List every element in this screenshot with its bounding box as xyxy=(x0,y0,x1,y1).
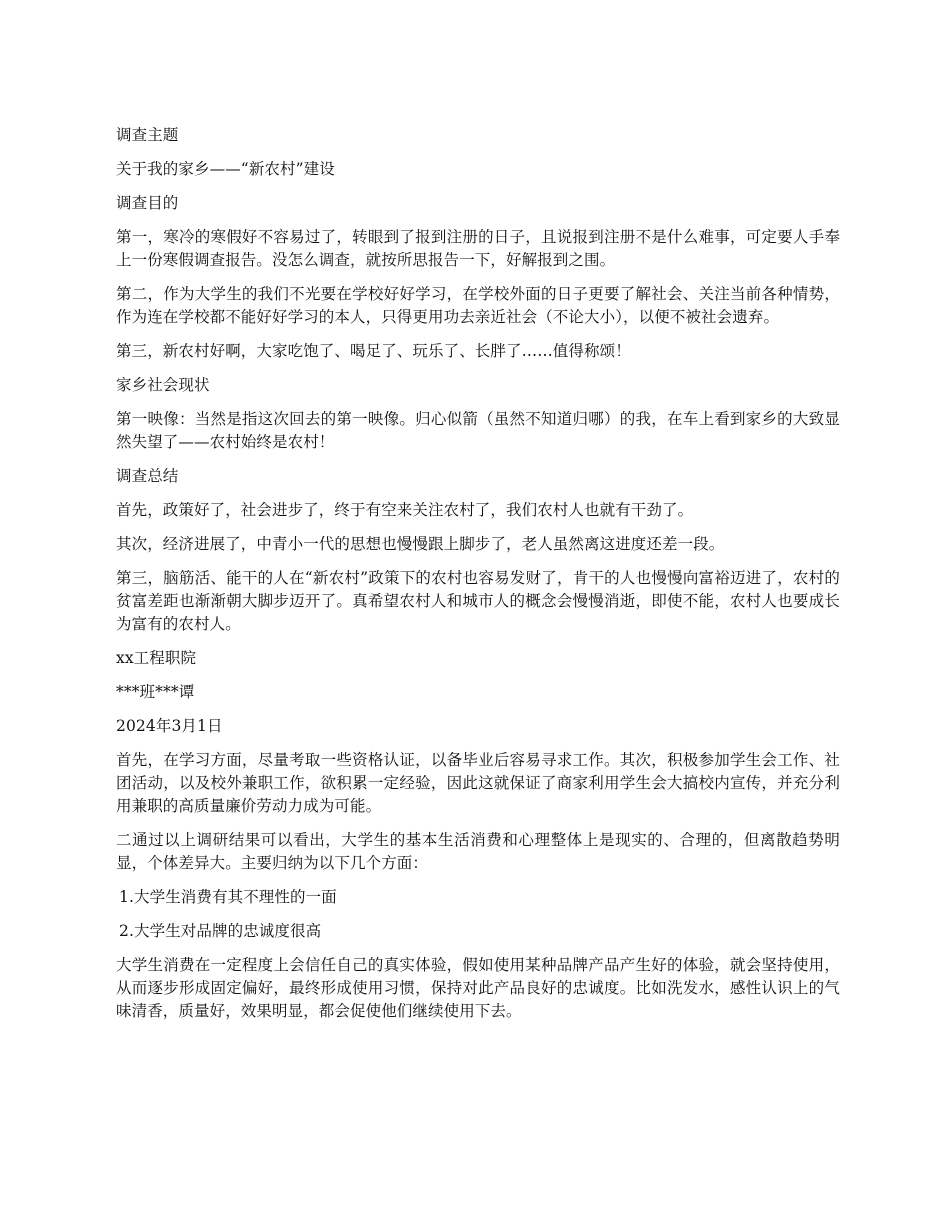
section-heading-survey-purpose: 调查目的 xyxy=(116,194,179,212)
signature-school: xx工程职院 xyxy=(116,649,197,667)
signature-class-name: ***班***谭 xyxy=(116,683,195,701)
signature-date: 2024年3月1日 xyxy=(116,717,223,735)
section-heading-survey-summary: 调查总结 xyxy=(116,467,179,485)
survey-topic-text: 关于我的家乡——“新农村”建设 xyxy=(116,160,335,178)
findings-intro-paragraph: 二通过以上调研结果可以看出，大学生的基本生活消费和心理整体上是现实的、合理的，但离散趋势明显，个体差异大。主要归纳为以下几个方面： xyxy=(116,831,840,872)
purpose-paragraph-2: 第二，作为大学生的我们不光要在学校好好学习，在学校外面的日子更要了解社会、关注当前各种情势，作为连在学校都不能好好学习的本人，只得更用功去亲近社会（不论大小），以便不被社会遗弃。 xyxy=(116,285,840,326)
hometown-status-paragraph: 第一映像：当然是指这次回去的第一映像。归心似箭（虽然不知道归哪）的我，在车上看到家乡的大致显然失望了——农村始终是农村！ xyxy=(116,410,840,451)
study-paragraph: 首先，在学习方面，尽量考取一些资格认证，以备毕业后容易寻求工作。其次，积极参加学生会工作、社团活动，以及校外兼职工作，欲积累一定经验，因此这就保证了商家利用学生会大搞校内宣传，并充分利用兼职的高质量廉价劳动力成为可能。 xyxy=(116,751,840,815)
summary-paragraph-2: 其次，经济进展了，中青小一代的思想也慢慢跟上脚步了，老人虽然离这进度还差一段。 xyxy=(116,535,725,553)
section-heading-hometown-status: 家乡社会现状 xyxy=(116,376,210,394)
purpose-paragraph-3: 第三，新农村好啊，大家吃饱了、喝足了、玩乐了、长胖了……值得称颂！ xyxy=(116,342,631,360)
summary-paragraph-1: 首先，政策好了，社会进步了，终于有空来关注农村了，我们农村人也就有干劲了。 xyxy=(116,501,694,519)
section-heading-survey-topic: 调查主题 xyxy=(116,126,179,144)
summary-paragraph-3: 第三，脑筋活、能干的人在“新农村”政策下的农村也容易发财了，肯干的人也慢慢向富裕迈进了，农村的贫富差距也渐渐朝大脚步迈开了。真希望农村人和城市人的概念会慢慢消逝，即使不能，农村人也要成长为富有的农村人。 xyxy=(116,569,840,633)
brand-loyalty-paragraph: 大学生消费在一定程度上会信任自己的真实体验，假如使用某种品牌产品产生好的体验，就会坚持使用，从而逐步形成固定偏好，最终形成使用习惯，保持对此产品良好的忠诚度。比如洗发水，感性认识上的气味清香，质量好，效果明显，都会促使他们继续使用下去。 xyxy=(116,956,840,1020)
purpose-paragraph-1: 第一，寒冷的寒假好不容易过了，转眼到了报到注册的日子，且说报到注册不是什么难事，可定要人手奉上一份寒假调查报告。没怎么调查，就按所思报告一下，好解报到之围。 xyxy=(116,228,840,269)
finding-item-1: 1.大学生消费有其不理性的一面 xyxy=(119,888,337,906)
finding-item-2: 2.大学生对品牌的忠诚度很高 xyxy=(119,922,322,940)
document-page xyxy=(116,124,840,1034)
